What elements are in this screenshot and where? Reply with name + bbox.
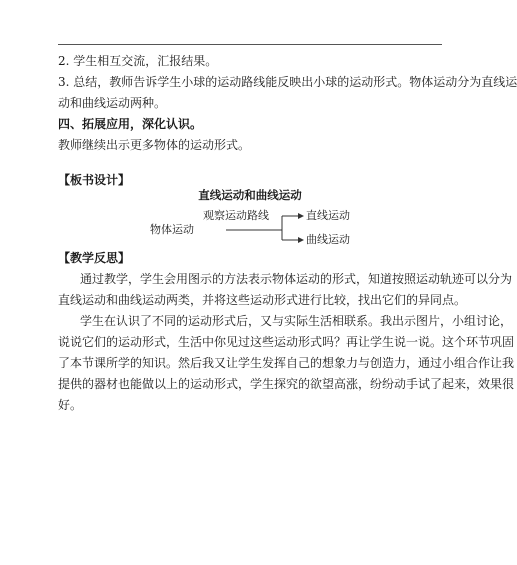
- reflection-p2-line3: 了本节课所学的知识。然后我又让学生发挥自己的想象力与创造力，通过小组合作让我: [58, 356, 515, 370]
- reflection-p1-line2: 直线运动和曲线运动两类，并将这些运动形式进行比较，找出它们的异同点。: [58, 293, 467, 307]
- reflection-heading: 【教学反思】: [58, 251, 131, 265]
- reflection-p1-line1: 通过教学，学生会用图示的方法表示物体运动的形式，知道按照运动轨迹可以分为: [80, 272, 513, 286]
- arrow-head-bottom: [298, 237, 304, 243]
- reflection-p2-line2: 说说它们的运动形式，生活中你见过这些运动形式吗？再让学生说一说。这个环节巩固: [58, 335, 515, 349]
- reflection-p2-line1: 学生在认识了不同的运动形式后，又与实际生活相联系。我出示图片，小组讨论，: [80, 314, 513, 328]
- board-diagram-title: 直线运动和曲线运动: [198, 188, 302, 202]
- diagram-node-observe: 观察运动路线: [203, 209, 269, 222]
- step-2-text: 2. 学生相互交流，汇报结果。: [58, 54, 218, 68]
- reflection-p2-line5: 好。: [58, 398, 83, 412]
- board-design-heading: 【板书设计】: [58, 173, 131, 187]
- diagram-node-curve: 曲线运动: [306, 233, 350, 246]
- section-4-body: 教师继续出示更多物体的运动形式。: [58, 138, 251, 152]
- diagram-node-straight: 直线运动: [306, 209, 350, 222]
- section-4-heading: 四、拓展应用，深化认识。: [58, 117, 203, 131]
- diagram-node-root: 物体运动: [150, 223, 194, 236]
- step-3-text-line2: 动和曲线运动两种。: [58, 96, 167, 110]
- reflection-p2-line4: 提供的器材也能做以上的运动形式，学生探究的欲望高涨，纷纷动手试了起来，效果很: [58, 377, 515, 391]
- step-3-text-line1: 3. 总结，教师告诉学生小球的运动路线能反映出小球的运动形式。物体运动分为直线运: [58, 75, 517, 89]
- arrow-head-top: [298, 213, 304, 219]
